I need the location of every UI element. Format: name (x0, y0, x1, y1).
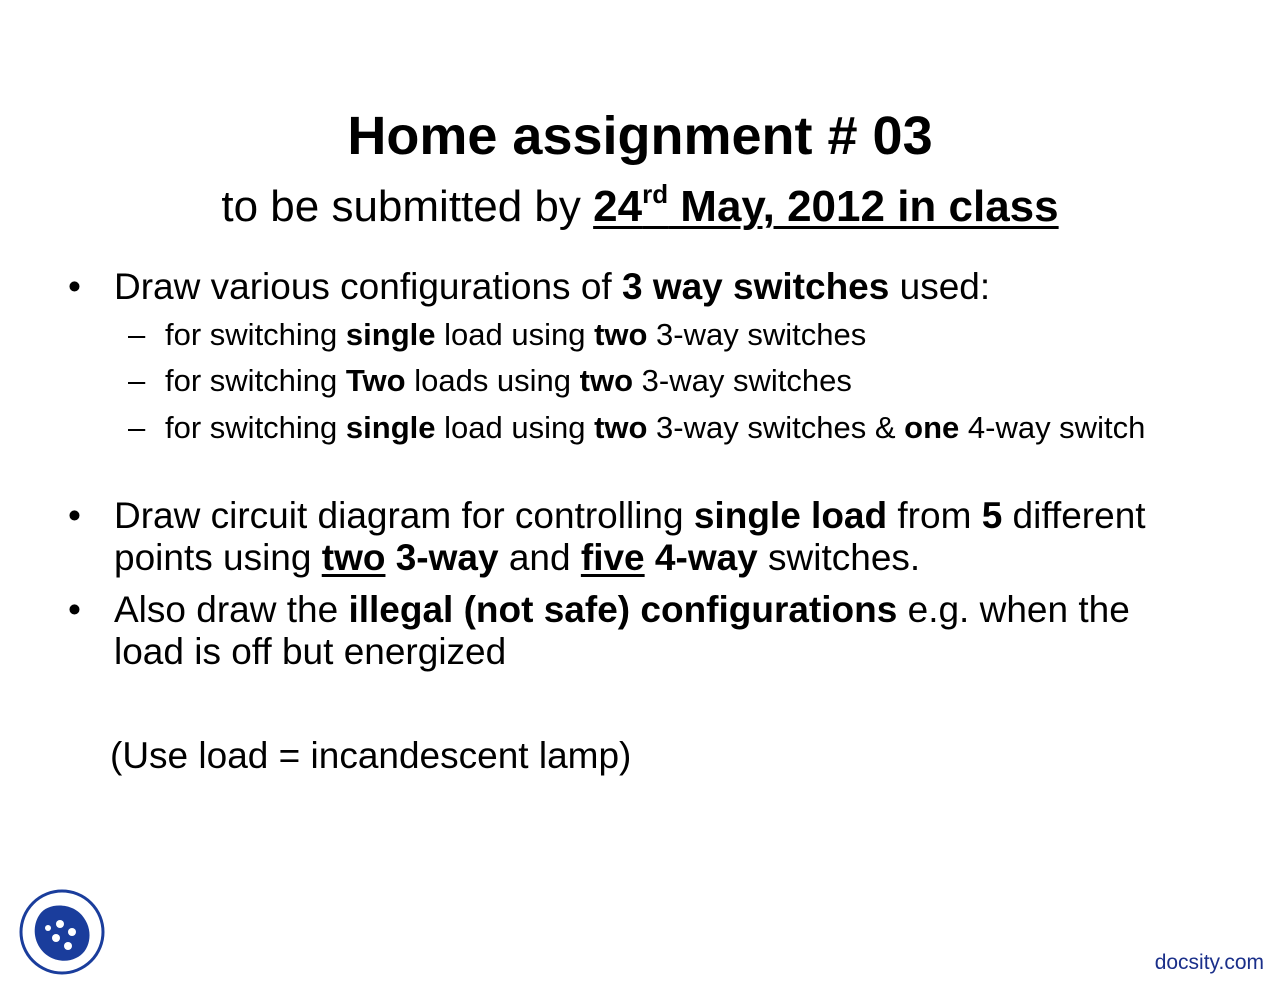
text-run-bold: single (345, 410, 436, 445)
text-run: used: (889, 266, 991, 307)
text-run: 3-way switches (647, 317, 867, 352)
text-run-bold: two (579, 363, 634, 398)
sub-dash: – (128, 317, 146, 352)
text-run: different points using (114, 495, 1146, 578)
text-run: e.g. when the load is off but energized (114, 589, 1130, 672)
text-run: 4-way switch (959, 410, 1146, 445)
text-run: for switching (165, 317, 346, 352)
deadline-date: May, 2012 in class (668, 182, 1059, 231)
text-run-bold: 4-way (654, 537, 758, 578)
text-run-bold-underlined: two (321, 537, 386, 578)
text-run: Also draw the (114, 589, 349, 630)
text-run: Draw circuit diagram for controlling (114, 495, 694, 536)
sub-text (165, 316, 1185, 353)
text-run: for switching (165, 363, 346, 398)
text-run-bold: two (594, 317, 648, 352)
text-run: 3-way switches (633, 363, 852, 398)
text-run-bold: 3-way (395, 537, 499, 578)
bullet-dot: • (68, 266, 81, 307)
subtitle-prefix: to be submitted by (221, 182, 594, 231)
bullet-text (114, 589, 1204, 673)
text-run: switches. (757, 537, 921, 578)
text-run: load using (435, 410, 595, 445)
watermark: docsity.com (1154, 951, 1264, 974)
text-run-bold: illegal (not safe) configurations (348, 589, 898, 630)
bullet-dot: • (68, 589, 81, 630)
text-run-bold: two (594, 410, 648, 445)
text-run (385, 537, 395, 578)
text-run-bold: one (904, 410, 960, 445)
text-run-bold: single (345, 317, 436, 352)
text-run-bold-underlined: five (580, 537, 645, 578)
deadline-day-suffix: rd (642, 179, 669, 209)
bullet-dot: • (68, 495, 81, 536)
text-run: load using (435, 317, 595, 352)
deadline (593, 179, 1059, 231)
sub-dash: – (128, 410, 146, 445)
text-run-bold: Two (345, 363, 406, 398)
sub-text (165, 362, 1185, 399)
text-run: Draw various configurations of (114, 266, 622, 307)
deadline-day: 24 (593, 182, 643, 231)
sub-text (165, 409, 1185, 446)
text-run (645, 537, 655, 578)
text-run: and (498, 537, 581, 578)
text-run: 3-way switches & (647, 410, 905, 445)
bullet-text (114, 495, 1204, 579)
subtitle (0, 180, 1280, 234)
text-run-bold: single load (693, 495, 888, 536)
note: (Use load = incandescent lamp) (110, 735, 632, 776)
bullet-text (114, 266, 1204, 308)
text-run: from (887, 495, 982, 536)
sub-dash: – (128, 363, 146, 398)
text-run: for switching (165, 410, 346, 445)
docsity-logo-icon (18, 888, 106, 976)
text-run-bold: 5 (981, 495, 1003, 536)
text-run-bold: 3 way switches (621, 266, 890, 307)
text-run: loads using (405, 363, 580, 398)
page-title: Home assignment # 03 (347, 106, 933, 166)
